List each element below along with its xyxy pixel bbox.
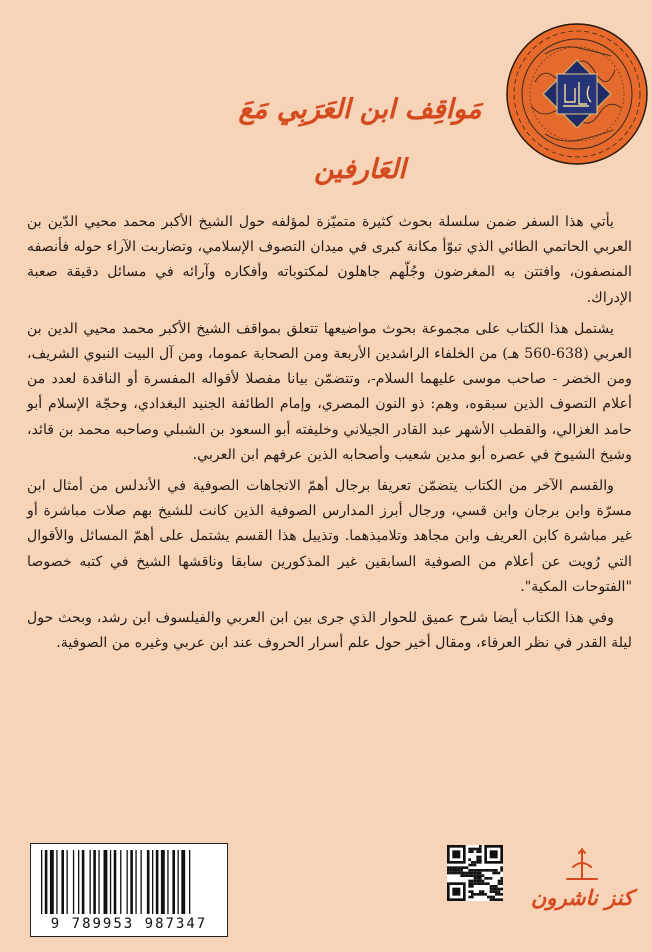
barcode-bar [147,850,150,914]
qr-module [495,893,498,896]
qr-module [490,877,493,880]
qr-module [471,890,474,893]
qr-module [479,869,482,872]
qr-module [500,893,503,896]
qr-module [479,848,482,851]
qr-module [468,858,471,861]
isbn-number: 9 789953 987347 [31,916,227,932]
barcode-bar [161,850,165,914]
qr-module [471,882,474,885]
qr-module [466,874,469,877]
qr-module [468,896,471,899]
qr-module [476,869,479,872]
qr-module [495,890,498,893]
qr-module [487,877,490,880]
qr-module [500,888,503,891]
barcode-bar [181,850,185,914]
qr-module [474,882,477,885]
qr-module [490,896,493,899]
barcode-bar [130,850,133,914]
qr-module [482,880,485,883]
qr-module [487,896,490,899]
qr-module [495,872,498,875]
qr-module [474,869,477,872]
qr-module [495,885,498,888]
qr-module [468,882,471,885]
qr-module [474,880,477,883]
qr-module [476,874,479,877]
qr-module [447,866,450,869]
qr-module [463,872,466,875]
qr-module [452,850,460,858]
qr-module [452,888,460,896]
qr-module [463,874,466,877]
qr-module [474,864,477,867]
qr-module [498,872,501,875]
qr-module [447,869,450,872]
qr-module [468,850,471,853]
barcode-bar [82,850,85,914]
qr-module [476,850,479,853]
qr-module [471,893,474,896]
qr-module [492,872,495,875]
barcode-bar [114,850,117,914]
qr-module [452,872,455,875]
qr-module [482,890,485,893]
qr-module [500,869,503,872]
qr-module [474,877,477,880]
qr-module [466,866,469,869]
barcode-bar [93,850,96,914]
barcode-bars-icon [37,850,221,916]
blurb-paragraph: يشتمل هذا الكتاب على مجموعة بحوث مواضيعها تتعلق بمواقف الشيخ الأكبر محمد محيي الدين بن العربي (638-560 هـ) من الخلفاء الراشدين الأربعة ومن الصحابة عموما، ومن آل البيت النبوي الشريف، ومن الخضر - صاحب موسى عليهما السلام-، وتتضمّن بيانا مفصلا لأقواله المفسرة أو الناقدة لعدد من أعلام التصوف الذين سبقوه، وهم: ذو النون المصري، وإمام الطائفة الجنيد البغدادي، وحجّة الإسلام أبو حامد الغزالي، والقطب الأشهر عبد القادر الجيلاني وخليفته أبو السعود بن الشبلي وصاحبه محمد بن قائد، وشيخ الشيوخ في عصره أبو مدين شعيب وأصحابه الذين عرفهم ابن العربي. [27,320,632,463]
barcode-bar [78,850,79,914]
qr-module [482,882,485,885]
qr-module [479,872,482,875]
isbn-barcode [30,843,228,937]
qr-module [500,898,503,901]
qr-module [460,869,463,872]
qr-module [484,869,487,872]
qr-module [471,861,474,864]
barcode-bar [156,850,159,914]
qr-module [492,896,495,899]
qr-module [500,866,503,869]
qr-module [500,882,503,885]
qr-module [471,864,474,867]
qr-module [471,896,474,899]
qr-module [490,888,493,891]
qr-module [492,888,495,891]
blurb-paragraph: وفي هذا الكتاب أيضا شرح عميق للحوار الذي جرى بين ابن العربي والفيلسوف ابن رشد، وبحث حول ليلة القدر في نظر العرفاء، ومقال أخير حول علم أسرار الحروف عند ابن عربي وغيره من الصوفية. [27,610,632,652]
qr-module [498,898,501,901]
barcode-bar [61,850,64,914]
qr-module [474,861,477,864]
publisher-logo [527,845,637,920]
qr-module [468,872,471,875]
qr-module [476,848,479,851]
qr-module [452,869,455,872]
qr-module [450,869,453,872]
qr-module [468,880,471,883]
barcode-bar [141,850,142,914]
qr-module [498,882,501,885]
qr-module [458,869,461,872]
qr-module [476,861,479,864]
qr-module [479,850,482,853]
barcode-bar [67,850,68,914]
qr-module [490,890,493,893]
qr-module [471,869,474,872]
qr-module [458,866,461,869]
qr-module [492,885,495,888]
qr-module [460,872,463,875]
blurb-paragraph: والقسم الآخر من الكتاب يتضمّن تعريفا برجال أهمّ الاتجاهات الصوفية في الأندلس من أمثال ابن مسرّة وابن برجان وابن قسي، ورجال أبرز المدارس الصوفية الذين كانت للشيخ بهم صلات مباشرة أو غير مباشرة كابن العريف وابن مجاهد وتلاميذهما. وتذييل هذا القسم يشتمل على أهمّ المسائل والأقوال التي رُويت عن أعلام من الصوفية السابقين غير المذكورين سابقا وناقشها الشيخ في كتبه خصوصا "الفتوحات المكية". [27,478,632,595]
barcode-bar [167,850,168,914]
book-title: مَواقِف ابن العَرَبِي مَعَ العَارفين [238,94,482,185]
qr-module [479,890,482,893]
barcode-bar [127,850,128,914]
barcode-bar [73,850,74,914]
qr-module [495,898,498,901]
qr-module [479,858,482,861]
publisher-logo-icon [527,845,637,887]
barcode-bar [98,850,99,914]
qr-module [487,882,490,885]
qr-module [455,866,458,869]
qr-module [479,861,482,864]
qr-module [474,872,477,875]
qr-module [479,845,482,848]
calligraphy-medallion-icon [505,22,649,166]
qr-module [476,893,479,896]
barcode-bar [178,850,179,914]
qr-module [476,872,479,875]
qr-module [474,874,477,877]
barcode-bar [110,850,111,914]
qr-module [468,869,471,872]
qr-module [490,869,493,872]
barcode-bar [56,850,57,914]
barcode-bar [104,850,108,914]
qr-module [471,850,474,853]
qr-module [495,888,498,891]
qr-module [495,869,498,872]
qr-module [471,880,474,883]
qr-module [458,872,461,875]
qr-module [492,898,495,901]
qr-module [471,885,474,888]
barcode-bar [120,850,121,914]
qr-module [482,869,485,872]
qr-module [492,869,495,872]
barcode-bar [41,850,42,914]
qr-module [479,856,482,859]
qr-module [468,848,471,851]
qr-module [479,877,482,880]
qr-module [490,885,493,888]
barcode-bar [135,850,136,914]
qr-module [468,885,471,888]
barcode-bar [45,850,48,914]
qr-module [471,872,474,875]
qr-module [468,864,471,867]
qr-module [498,893,501,896]
qr-module [455,869,458,872]
qr-module [484,877,487,880]
qr-module [460,866,463,869]
qr-module [474,848,477,851]
publisher-name: كنز ناشرون [530,885,634,910]
qr-module [468,890,471,893]
qr-module [487,869,490,872]
qr-module [466,872,469,875]
qr-module [490,850,498,858]
barcode-bar [152,850,153,914]
qr-module [474,893,477,896]
qr-module [479,874,482,877]
qr-module [492,890,495,893]
qr-module [476,856,479,859]
qr-module [500,880,503,883]
qr-module [468,874,471,877]
qr-module [479,893,482,896]
qr-module [482,893,485,896]
qr-module [476,858,479,861]
qr-module [450,872,453,875]
qr-module [500,877,503,880]
qr-code-icon [447,845,503,901]
qr-module [498,888,501,891]
barcode-bar [90,850,91,914]
qr-module [471,874,474,877]
barcode-bar [50,850,54,914]
qr-module [498,890,501,893]
qr-module [498,880,501,883]
qr-module [455,872,458,875]
qr-module [476,877,479,880]
qr-module [450,866,453,869]
qr-module [471,848,474,851]
qr-module [460,874,463,877]
qr-module [476,882,479,885]
qr-module [447,872,450,875]
blurb-text [27,210,632,770]
qr-module [484,893,487,896]
qr-module [484,882,487,885]
qr-module [479,882,482,885]
qr-module [463,866,466,869]
qr-module [482,874,485,877]
qr-module [490,898,493,901]
qr-module [452,866,455,869]
qr-module [476,880,479,883]
barcode-bar [172,850,175,914]
barcode-bar [189,850,190,914]
blurb-paragraph: يأتي هذا السفر ضمن سلسلة بحوث كثيرة متميّزة لمؤلفه حول الشيخ الأكبر محمد محيي الدّين بن العربي الحاتمي الطائي الذي تبوّأ مكانة كبرى في ميدان التصوف الإسلامي، وتضاربت الآراء حوله فأنصفه المنصفون، وافتتن به المغرضون وجُلّهم جاهلون لمكتوباته وأفكاره وآرائه في مسائل دقيقة صعبة الإدراك. [27,214,632,306]
qr-module [479,880,482,883]
